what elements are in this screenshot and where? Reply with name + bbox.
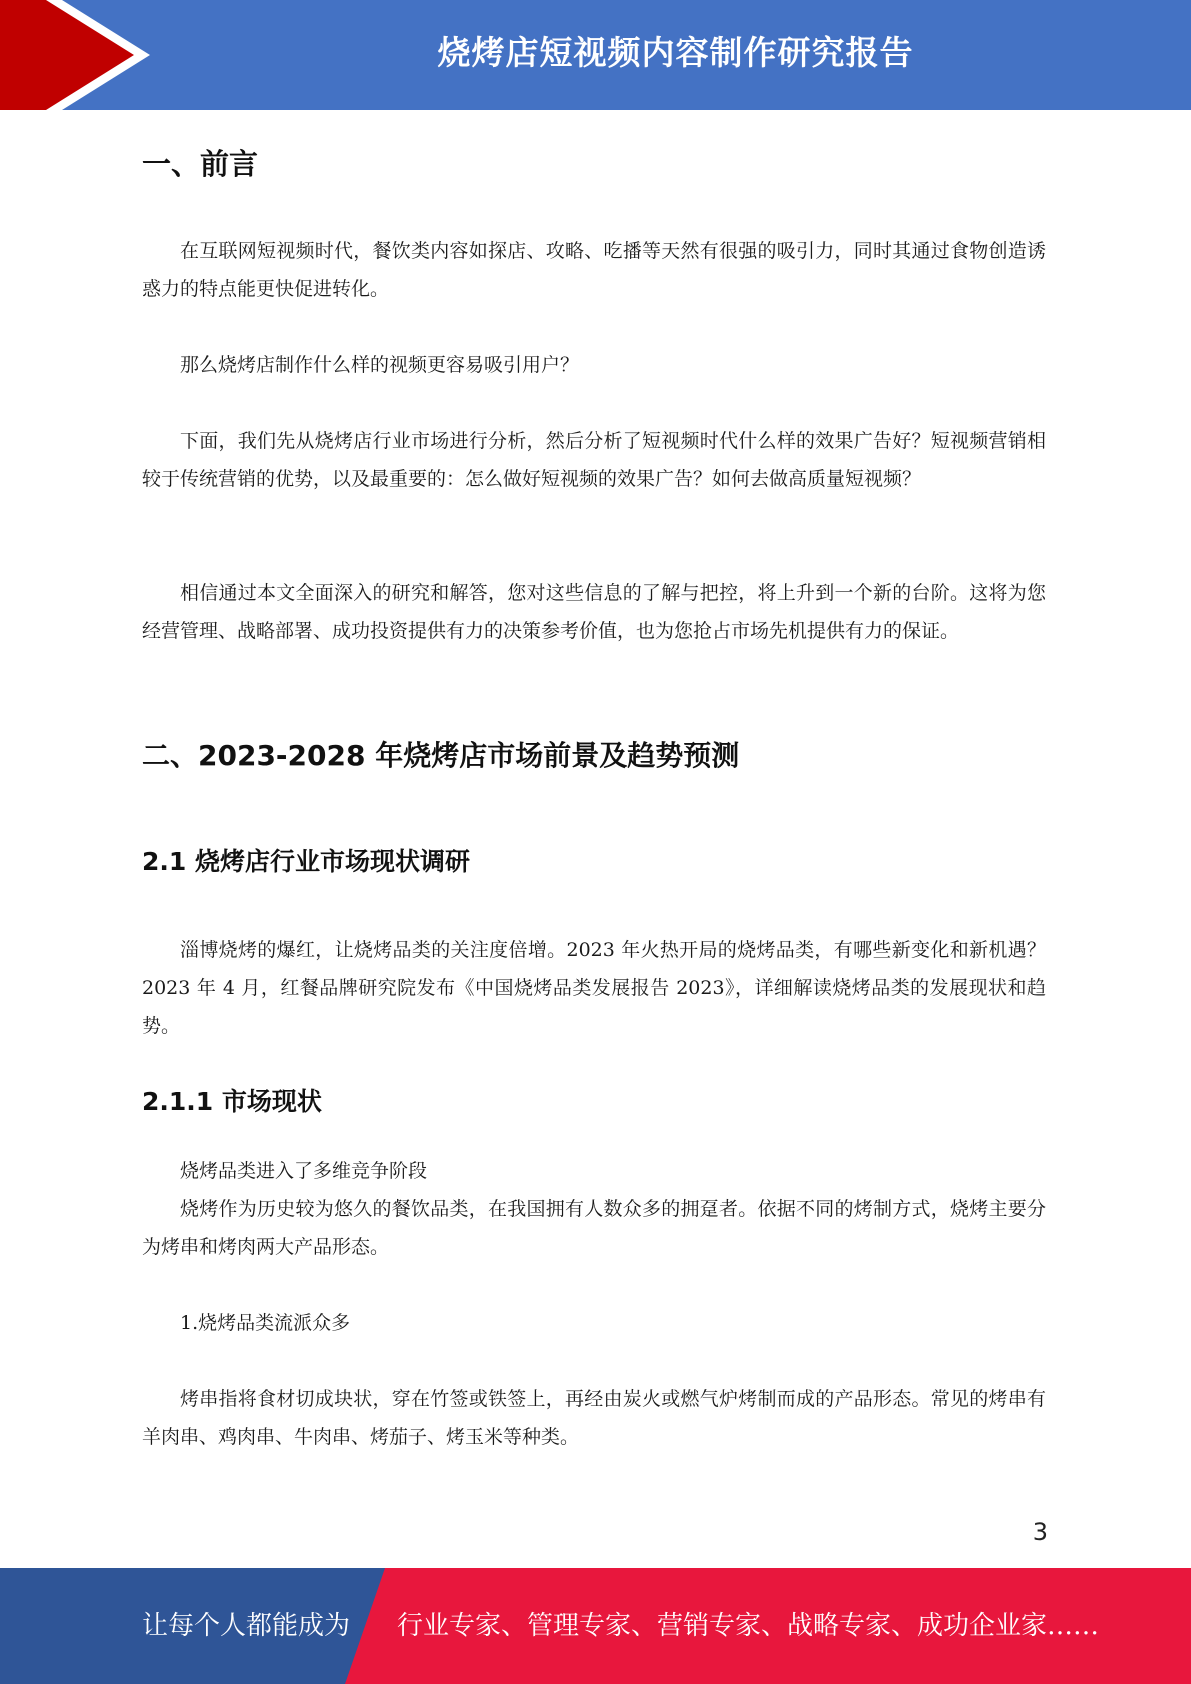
footer-slogan-left: 让每个人都能成为 xyxy=(142,1611,351,1641)
paragraph: 相信通过本文全面深入的研究和解答，您对这些信息的了解与把控，将上升到一个新的台阶。这将为您经营管理、战略部署、成功投资提供有力的决策参考价值，也为您抢占市场先机提供有力的保证。 xyxy=(142,582,1046,642)
subsection-heading-2-1-1: 2.1.1 市场现状 xyxy=(142,1087,322,1116)
section-heading-market: 二、2023-2028 年烧烤店市场前景及趋势预测 xyxy=(142,739,740,772)
footer-slogan-right: 行业专家、管理专家、营销专家、战略专家、成功企业家…… xyxy=(397,1611,1100,1641)
paragraph: 淄博烧烤的爆红，让烧烤品类的关注度倍增。2023 年火热开局的烧烤品类，有哪些新变化和新机遇？2023 年 4 月，红餐品牌研究院发布《中国烧烤品类发展报告 2023》，详细解读烧烤品类的发展现状和趋势。 xyxy=(142,939,1046,1037)
section-heading-preface: 一、前言 xyxy=(142,147,259,181)
paragraph: 烤串指将食材切成块状，穿在竹签或铁签上，再经由炭火或燃气炉烤制而成的产品形态。常见的烤串有羊肉串、鸡肉串、牛肉串、烤茄子、烤玉米等种类。 xyxy=(142,1388,1046,1448)
paragraph: 在互联网短视频时代，餐饮类内容如探店、攻略、吃播等天然有很强的吸引力，同时其通过食物创造诱惑力的特点能更快促进转化。 xyxy=(142,240,1046,300)
paragraph: 烧烤品类进入了多维竞争阶段 xyxy=(180,1160,428,1182)
document-title: 烧烤店短视频内容制作研究报告 xyxy=(437,33,914,72)
paragraph: 那么烧烤店制作什么样的视频更容易吸引用户？ xyxy=(180,354,580,376)
paragraph: 烧烤作为历史较为悠久的餐饮品类，在我国拥有人数众多的拥趸者。依据不同的烤制方式，烧烤主要分为烤串和烤肉两大产品形态。 xyxy=(142,1198,1046,1258)
paragraph: 下面，我们先从烧烤店行业市场进行分析，然后分析了短视频时代什么样的效果广告好？短视频营销相较于传统营销的优势，以及最重要的：怎么做好短视频的效果广告？如何去做高质量短视频？ xyxy=(142,430,1046,490)
header-chevron-icon xyxy=(0,0,160,110)
header-banner xyxy=(0,0,1191,110)
page-number: 3 xyxy=(1032,1518,1048,1546)
list-item: 1.烧烤品类流派众多 xyxy=(180,1312,351,1334)
footer-banner xyxy=(0,1568,1191,1684)
subsection-heading-2-1: 2.1 烧烤店行业市场现状调研 xyxy=(142,847,470,876)
